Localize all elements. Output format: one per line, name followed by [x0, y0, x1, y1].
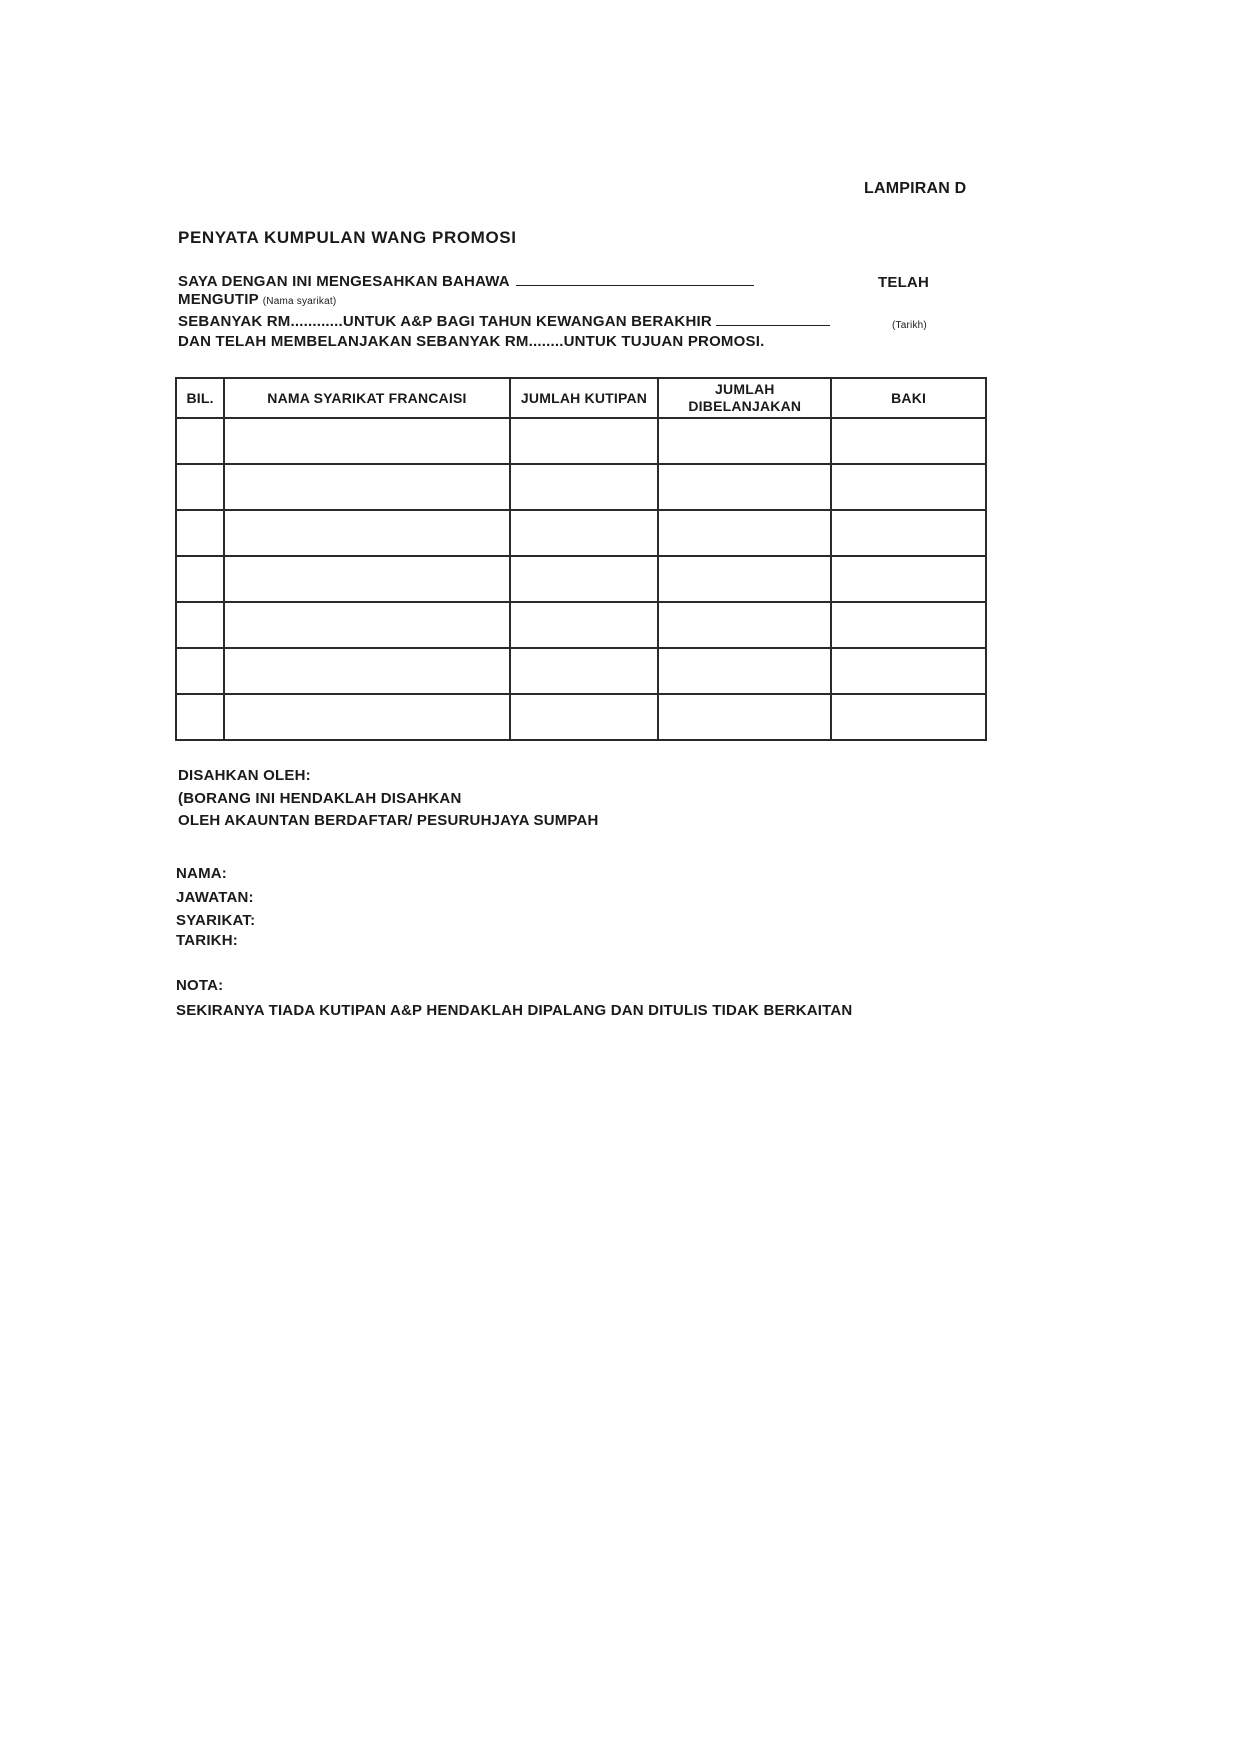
cell-jumlah-dibelanjakan[interactable] [658, 418, 831, 464]
cell-bil[interactable] [176, 648, 224, 694]
cell-jumlah-kutipan[interactable] [510, 418, 659, 464]
note-text: SEKIRANYA TIADA KUTIPAN A&P HENDAKLAH DIPALANG DAN DITULIS TIDAK BERKAITAN [176, 1002, 853, 1019]
position-label: JAWATAN: [176, 889, 254, 906]
table-row [176, 556, 986, 602]
cell-jumlah-kutipan[interactable] [510, 464, 659, 510]
cell-baki[interactable] [831, 464, 986, 510]
cell-baki[interactable] [831, 694, 986, 740]
declaration-telah: TELAH [878, 274, 929, 291]
header-jumlah-dibelanjakan: JUMLAH DIBELANJAKAN [658, 378, 831, 418]
cell-baki[interactable] [831, 602, 986, 648]
appendix-label: LAMPIRAN D [864, 180, 967, 197]
promotion-fund-table [175, 377, 987, 741]
cell-bil[interactable] [176, 694, 224, 740]
note-label: NOTA: [176, 977, 224, 994]
company-label: SYARIKAT: [176, 912, 256, 929]
cell-jumlah-dibelanjakan[interactable] [658, 648, 831, 694]
cell-bil[interactable] [176, 556, 224, 602]
cell-nama-syarikat[interactable] [224, 556, 509, 602]
name-label: NAMA: [176, 865, 227, 882]
header-baki: BAKI [831, 378, 986, 418]
cell-jumlah-kutipan[interactable] [510, 556, 659, 602]
table-row [176, 602, 986, 648]
table-row [176, 694, 986, 740]
cell-jumlah-dibelanjakan[interactable] [658, 510, 831, 556]
cell-nama-syarikat[interactable] [224, 510, 509, 556]
cell-nama-syarikat[interactable] [224, 418, 509, 464]
cell-nama-syarikat[interactable] [224, 464, 509, 510]
certified-by-label: DISAHKAN OLEH: [178, 767, 311, 784]
table-header-row [176, 378, 986, 418]
date-label: TARIKH: [176, 932, 238, 949]
declaration-line-2 [178, 291, 336, 308]
declaration-line-3 [178, 313, 830, 330]
cell-jumlah-dibelanjakan[interactable] [658, 464, 831, 510]
declaration-text-1: SAYA DENGAN INI MENGESAHKAN BAHAWA [178, 273, 510, 290]
declaration-text-3: SEBANYAK RM............UNTUK A&P BAGI TAHUN KEWANGAN BERAKHIR [178, 313, 712, 330]
cell-bil[interactable] [176, 510, 224, 556]
header-nama-syarikat: NAMA SYARIKAT FRANCAISI [224, 378, 509, 418]
page-title: PENYATA KUMPULAN WANG PROMOSI [178, 228, 517, 247]
cell-bil[interactable] [176, 602, 224, 648]
cell-jumlah-dibelanjakan[interactable] [658, 694, 831, 740]
cell-jumlah-kutipan[interactable] [510, 694, 659, 740]
cell-jumlah-kutipan[interactable] [510, 648, 659, 694]
cell-bil[interactable] [176, 418, 224, 464]
declaration-line-1 [178, 271, 754, 290]
company-name-hint: (Nama syarikat) [262, 296, 337, 307]
cell-nama-syarikat[interactable] [224, 602, 509, 648]
cell-jumlah-kutipan[interactable] [510, 602, 659, 648]
table-row [176, 418, 986, 464]
declaration-text-2: MENGUTIP [178, 291, 259, 308]
cell-jumlah-dibelanjakan[interactable] [658, 602, 831, 648]
table-row [176, 510, 986, 556]
cell-baki[interactable] [831, 418, 986, 464]
cell-jumlah-kutipan[interactable] [510, 510, 659, 556]
cell-baki[interactable] [831, 510, 986, 556]
cell-jumlah-dibelanjakan[interactable] [658, 556, 831, 602]
cell-baki[interactable] [831, 648, 986, 694]
cell-nama-syarikat[interactable] [224, 648, 509, 694]
declaration-line-4: DAN TELAH MEMBELANJAKAN SEBANYAK RM........UNTUK TUJUAN PROMOSI. [178, 333, 765, 350]
table-row [176, 464, 986, 510]
header-bil: BIL. [176, 378, 224, 418]
cell-baki[interactable] [831, 556, 986, 602]
header-jumlah-kutipan: JUMLAH KUTIPAN [510, 378, 659, 418]
certification-instruction-1: (BORANG INI HENDAKLAH DISAHKAN [178, 790, 462, 807]
company-name-blank[interactable] [516, 271, 754, 286]
date-blank[interactable] [716, 313, 830, 326]
cell-bil[interactable] [176, 464, 224, 510]
certification-instruction-2: OLEH AKAUNTAN BERDAFTAR/ PESURUHJAYA SUMPAH [178, 812, 599, 829]
date-hint: (Tarikh) [892, 320, 927, 331]
table-row [176, 648, 986, 694]
cell-nama-syarikat[interactable] [224, 694, 509, 740]
